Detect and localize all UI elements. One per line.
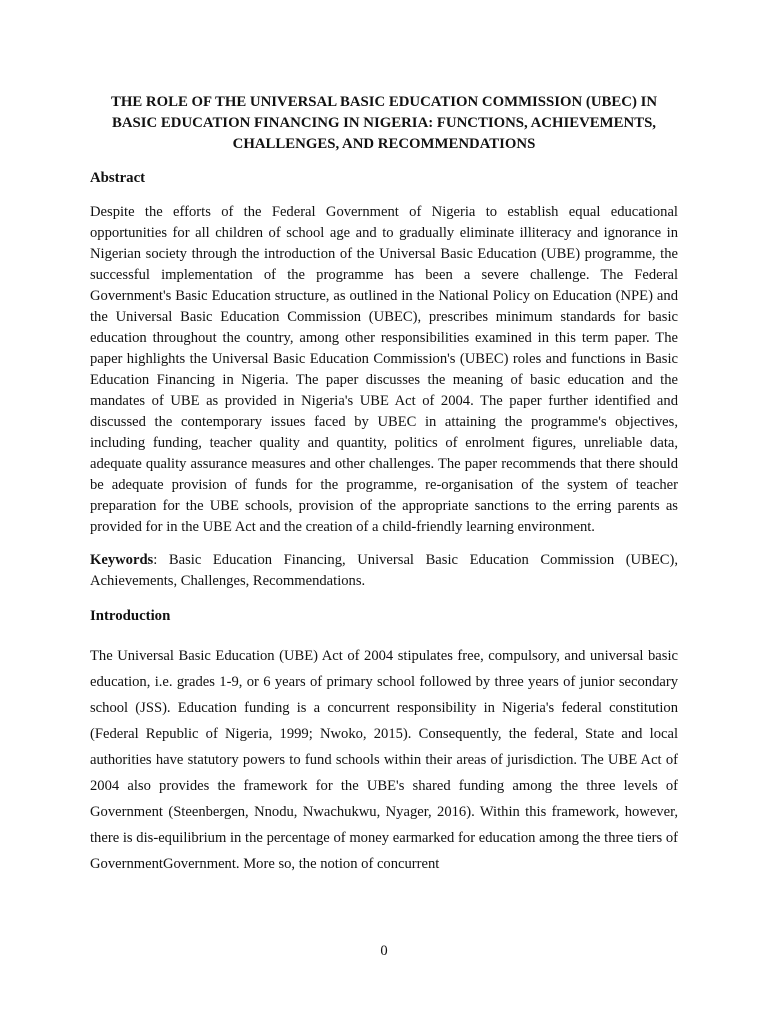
abstract-heading: Abstract xyxy=(90,170,146,186)
document-page xyxy=(90,92,678,877)
keywords-paragraph xyxy=(90,550,678,592)
introduction-paragraph: The Universal Basic Education (UBE) Act of 2004 stipulates free, compulsory, and universal basic education, i.e. grades 1-9, or 6 years of primary school followed by three years of junior secondary school (JSS). Education funding is a concurrent responsibility in Nigeria's federal constitution (Federal Republic of Nigeria, 1999; Nwoko, 2015). Consequently, the federal, State and local authorities have statutory powers to fund schools within their areas of jurisdiction. The UBE Act of 2004 also provides the framework for the UBE's shared funding among the three levels of Government (Steenbergen, Nnodu, Nwachukwu, Nyager, 2016). Within this framework, however, there is dis-equilibrium in the percentage of money earmarked for education among the three tiers of GovernmentGovernment. More so, the notion of concurrent xyxy=(90,648,678,872)
keywords-label: Keywords xyxy=(90,552,154,568)
keywords-text: : Basic Education Financing, Universal Basic Education Commission (UBEC), Achievements, Challenges, Recommendations. xyxy=(90,552,678,589)
introduction-heading: Introduction xyxy=(90,608,171,624)
page-number: 0 xyxy=(380,943,388,959)
abstract-paragraph: Despite the efforts of the Federal Government of Nigeria to establish equal educational opportunities for all children of school age and to gradually eliminate illiteracy and ignorance in Nigerian society through the introduction of the Universal Basic Education (UBE) programme, the successful implementation of the programme has been a severe challenge. The Federal Government's Basic Education structure, as outlined in the National Policy on Education (NPE) and the Universal Basic Education Commission (UBEC), prescribes minimum standards for basic education throughout the country, among other responsibilities examined in this term paper. The paper highlights the Universal Basic Education Commission's (UBEC) roles and functions in Basic Education Financing in Nigeria. The paper discusses the meaning of basic education and the mandates of UBE as provided in Nigeria's UBE Act of 2004. The paper further identified and discussed the contemporary issues faced by UBEC in attaining the programme's objectives, including funding, teacher quality and quantity, politics of enrolment figures, unreliable data, adequate quality assurance measures and other challenges. The paper recommends that there should be adequate provision of funds for the programme, re-organisation of the system of teacher preparation for the UBE schools, provision of the appropriate sanctions to the erring parents as provided for in the UBE Act and the creation of a child-friendly learning environment. xyxy=(90,204,678,535)
paper-title: THE ROLE OF THE UNIVERSAL BASIC EDUCATION COMMISSION (UBEC) IN BASIC EDUCATION FINANCING IN NIGERIA: FUNCTIONS, ACHIEVEMENTS, CHALLENGES, AND RECOMMENDATIONS xyxy=(110,94,658,152)
